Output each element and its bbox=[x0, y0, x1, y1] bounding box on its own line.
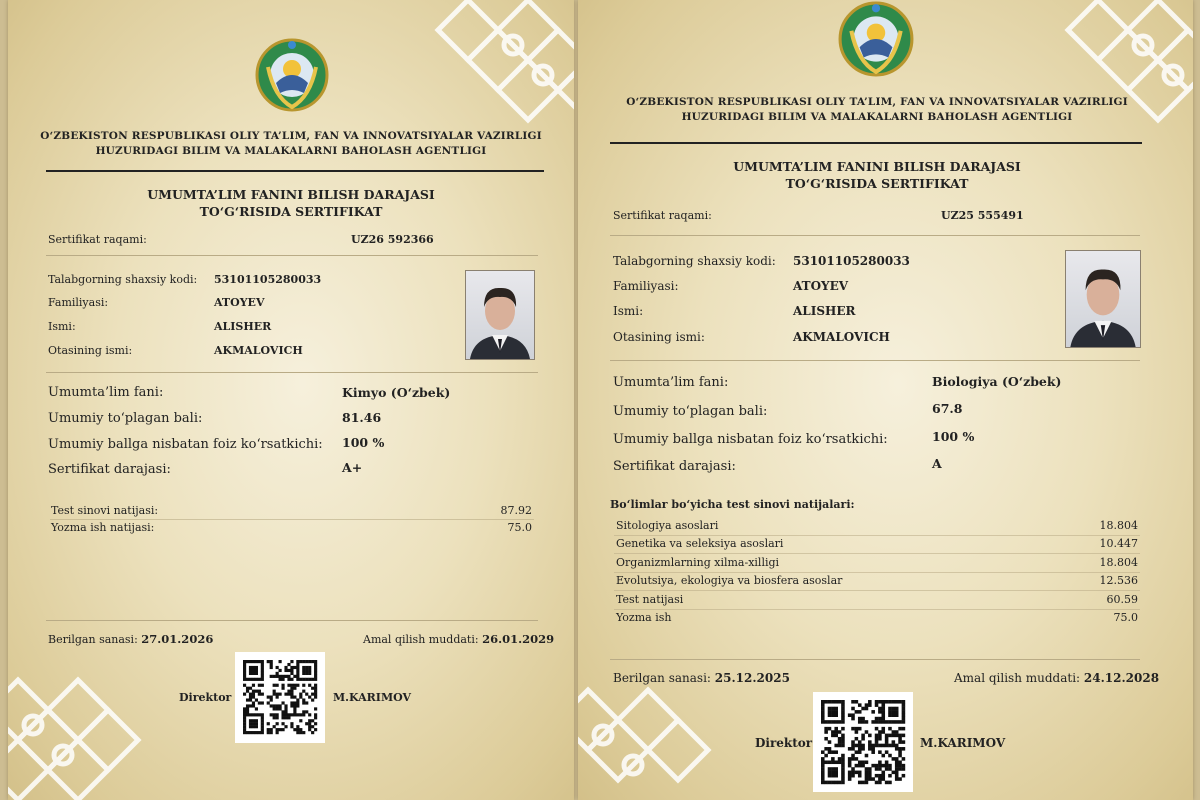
divider bbox=[614, 535, 1140, 536]
section-value: 12.536 bbox=[1099, 574, 1138, 587]
divider bbox=[46, 620, 538, 621]
student-photo bbox=[1065, 250, 1141, 348]
patronymic: AKMALOVICH bbox=[214, 344, 303, 357]
director-name: M.KARIMOV bbox=[920, 736, 1006, 750]
patronymic-label: Otasining ismi: bbox=[48, 344, 133, 357]
section-value: 10.447 bbox=[1099, 537, 1138, 550]
written-result-value: 75.0 bbox=[507, 521, 532, 534]
personal-code-label: Talabgorning shaxsiy kodi: bbox=[48, 273, 198, 286]
ornament-top-right bbox=[418, 0, 574, 140]
surname-label: Familiyasi: bbox=[48, 296, 109, 309]
coat-of-arms-emblem bbox=[254, 37, 330, 113]
section-value: 18.804 bbox=[1099, 519, 1138, 532]
director-name: M.KARIMOV bbox=[333, 691, 412, 704]
coat-of-arms-emblem bbox=[837, 0, 915, 78]
header-divider bbox=[610, 142, 1142, 144]
total-score-label: Umumiy to‘plagan bali: bbox=[613, 404, 768, 419]
agency-header-line1: O‘ZBEKISTON RESPUBLIKASI OLIY TA’LIM, FAN VA INNOVATSIYALAR VAZIRLIGI bbox=[40, 130, 542, 142]
surname: ATOYEV bbox=[793, 279, 849, 293]
certificate-chemistry bbox=[8, 0, 574, 800]
qr-code[interactable] bbox=[235, 652, 325, 743]
grade: A bbox=[932, 456, 942, 471]
certificate-biology bbox=[578, 0, 1193, 800]
director-label: Direktor bbox=[179, 691, 232, 704]
valid-until: 24.12.2028 bbox=[1083, 671, 1160, 685]
divider bbox=[46, 372, 538, 373]
patronymic-label: Otasining ismi: bbox=[613, 330, 705, 344]
written-result-label: Yozma ish natijasi: bbox=[51, 521, 155, 534]
section-value: 75.0 bbox=[1113, 611, 1138, 624]
subject-label: Umumta’lim fani: bbox=[613, 375, 729, 390]
first-name: ALISHER bbox=[793, 304, 856, 318]
section-label: Sitologiya asoslari bbox=[616, 519, 719, 532]
first-name: ALISHER bbox=[214, 320, 272, 333]
divider bbox=[610, 659, 1140, 660]
personal-code: 53101105280033 bbox=[793, 254, 910, 268]
section-label: Evolutsiya, ekologiya va biosfera asoslar bbox=[616, 574, 843, 587]
valid-until-label: Amal qilish muddati: bbox=[954, 671, 1081, 685]
personal-code: 53101105280033 bbox=[214, 273, 322, 286]
section-label: Genetika va seleksiya asoslari bbox=[616, 537, 784, 550]
subject-label: Umumta’lim fani: bbox=[48, 385, 164, 400]
agency-header-line2: HUZURIDAGI BILIM VA MALAKALARNI BAHOLASH AGENTLIGI bbox=[681, 111, 1073, 123]
agency-header-line1: O‘ZBEKISTON RESPUBLIKASI OLIY TA’LIM, FAN VA INNOVATSIYALAR VAZIRLIGI bbox=[626, 96, 1128, 108]
certificate-number: UZ25 555491 bbox=[941, 209, 1024, 222]
qr-pattern bbox=[235, 652, 325, 743]
ornament-bottom-left bbox=[8, 650, 188, 800]
section-value: 18.804 bbox=[1099, 556, 1138, 569]
divider bbox=[50, 519, 534, 520]
issued-date-label: Berilgan sanasi: bbox=[48, 633, 138, 646]
divider bbox=[614, 590, 1140, 591]
first-name-label: Ismi: bbox=[613, 304, 644, 318]
divider bbox=[614, 572, 1140, 573]
director-label: Direktor bbox=[755, 736, 813, 750]
grade-label: Sertifikat darajasi: bbox=[613, 459, 736, 474]
subject: Biologiya (O‘zbek) bbox=[932, 374, 1062, 389]
surname: ATOYEV bbox=[214, 296, 265, 309]
personal-code-label: Talabgorning shaxsiy kodi: bbox=[613, 254, 776, 268]
total-score-label: Umumiy to‘plagan bali: bbox=[48, 411, 203, 426]
subject: Kimyo (O‘zbek) bbox=[342, 385, 451, 400]
issued-date: 25.12.2025 bbox=[714, 671, 790, 685]
test-result-label: Test sinovi natijasi: bbox=[51, 504, 159, 517]
certificate-number-label: Sertifikat raqami: bbox=[613, 209, 712, 222]
qr-pattern bbox=[813, 692, 913, 792]
divider bbox=[46, 255, 538, 256]
certificate-title-line1: UMUMTA’LIM FANINI BILISH DARAJASI bbox=[733, 159, 1021, 174]
student-photo bbox=[465, 270, 535, 360]
surname-label: Familiyasi: bbox=[613, 279, 679, 293]
section-label: Organizmlarning xilma-xilligi bbox=[616, 556, 780, 569]
qr-code[interactable] bbox=[813, 692, 913, 792]
percent-label: Umumiy ballga nisbatan foiz ko‘rsatkichi: bbox=[48, 437, 323, 452]
valid-until: 26.01.2029 bbox=[482, 632, 555, 646]
certificate-title-line1: UMUMTA’LIM FANINI BILISH DARAJASI bbox=[147, 187, 435, 202]
divider bbox=[610, 235, 1140, 236]
test-result-value: 87.92 bbox=[500, 504, 532, 517]
divider bbox=[614, 609, 1140, 610]
certificate-title-line2: TO‘G‘RISIDA SERTIFIKAT bbox=[785, 176, 969, 191]
percent-label: Umumiy ballga nisbatan foiz ko‘rsatkichi: bbox=[613, 432, 888, 447]
certificate-number: UZ26 592366 bbox=[351, 233, 434, 246]
certificate-title-line2: TO‘G‘RISIDA SERTIFIKAT bbox=[199, 204, 383, 219]
certificate-number-label: Sertifikat raqami: bbox=[48, 233, 147, 246]
header-divider bbox=[46, 170, 544, 172]
total-score: 81.46 bbox=[342, 410, 382, 425]
patronymic: AKMALOVICH bbox=[793, 330, 890, 344]
divider bbox=[610, 360, 1140, 361]
percent: 100 % bbox=[932, 429, 975, 444]
issued-date-label: Berilgan sanasi: bbox=[613, 671, 711, 685]
valid-until-label: Amal qilish muddati: bbox=[363, 633, 479, 646]
grade-label: Sertifikat darajasi: bbox=[48, 462, 171, 477]
issued-date: 27.01.2026 bbox=[141, 632, 214, 646]
section-results-title: Bo‘limlar bo‘yicha test sinovi natijalari: bbox=[610, 498, 855, 511]
section-label: Yozma ish bbox=[616, 611, 672, 624]
agency-header-line2: HUZURIDAGI BILIM VA MALAKALARNI BAHOLASH AGENTLIGI bbox=[95, 145, 487, 157]
section-label: Test natijasi bbox=[616, 593, 684, 606]
first-name-label: Ismi: bbox=[48, 320, 76, 333]
grade: A+ bbox=[342, 460, 363, 475]
percent: 100 % bbox=[342, 435, 385, 450]
section-value: 60.59 bbox=[1106, 593, 1138, 606]
total-score: 67.8 bbox=[932, 401, 963, 416]
divider bbox=[614, 553, 1140, 554]
